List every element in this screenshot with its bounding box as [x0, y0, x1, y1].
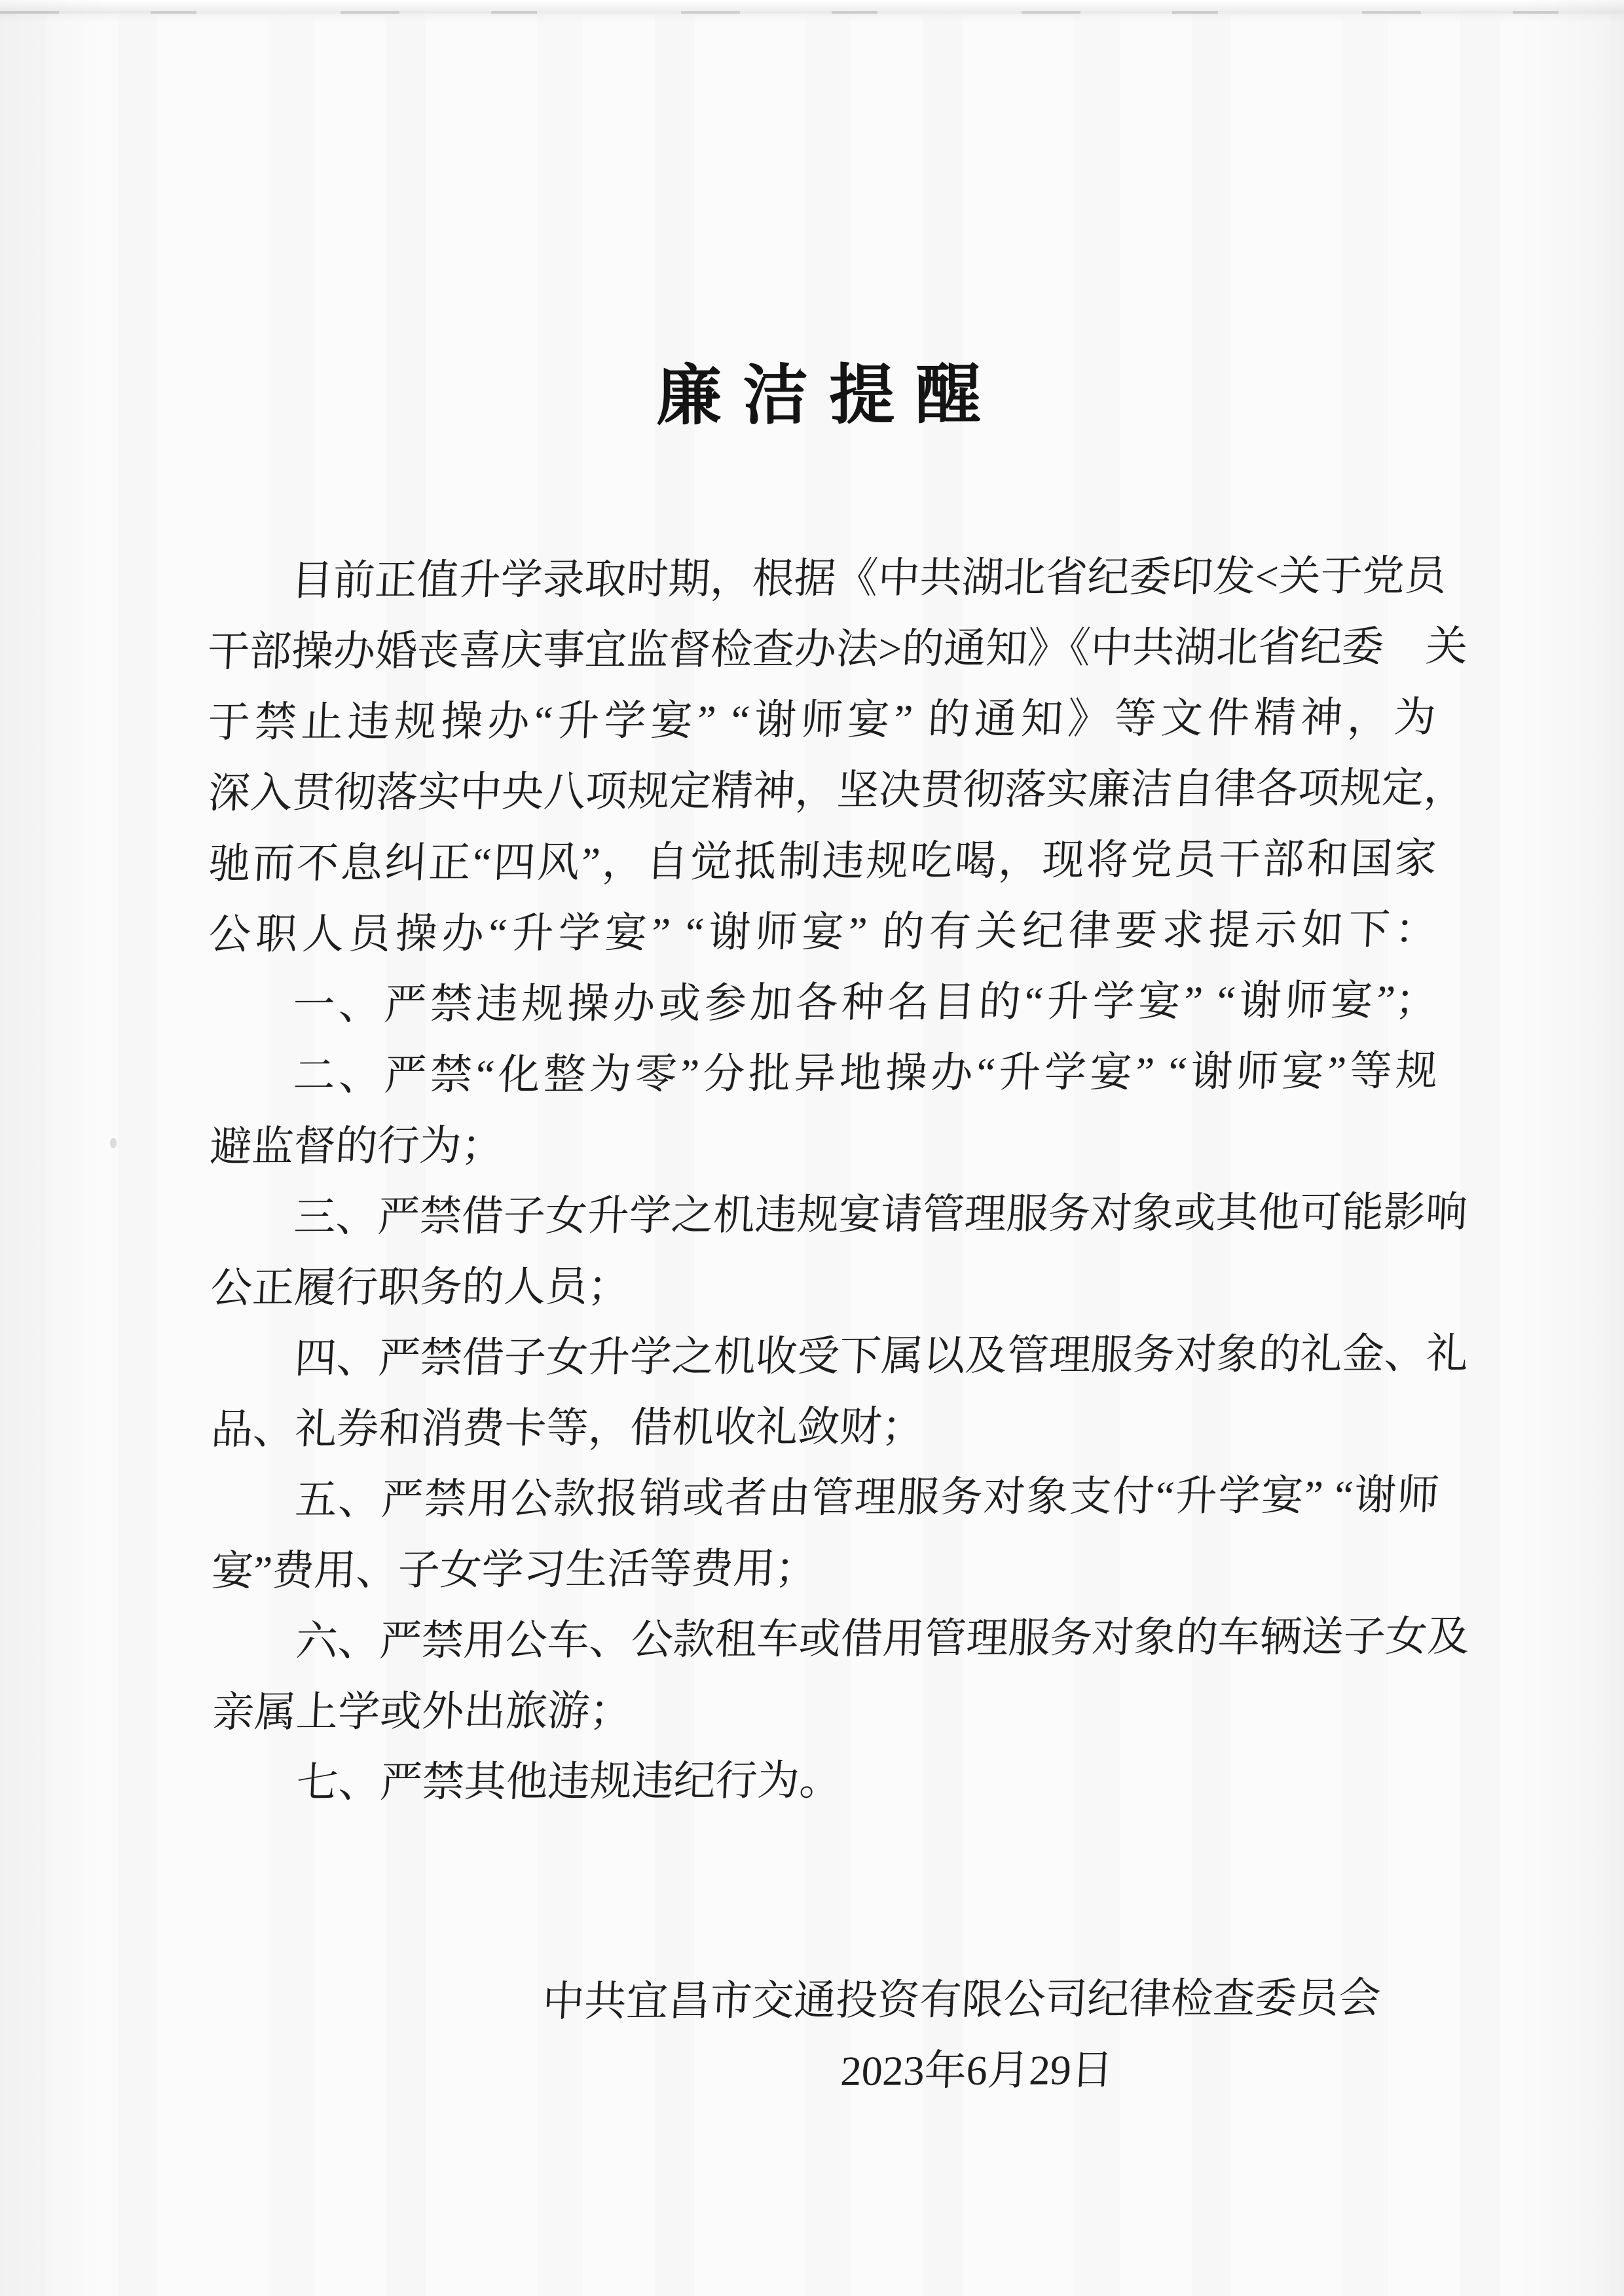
scan-edge-artifact-right	[1519, 0, 1624, 2296]
body-line: 目前正值升学录取时期，根据《中共湖北省纪委印发<关于党员	[290, 552, 1448, 604]
document-content	[203, 0, 1471, 2109]
scan-edge-artifact-left	[0, 0, 111, 2296]
scan-speck	[110, 1138, 117, 1148]
body-line: 六、严禁用公车、公款租车或借用管理服务对象的车辆送子女及	[295, 1613, 1471, 1665]
body-line: 驰而不息纠正“四风”，自觉抵制违规吃喝，现将党员干部和国家	[207, 835, 1438, 888]
body-line: 避监督的行为；	[208, 1122, 505, 1171]
body-line: 七、严禁其他违规违纪行为。	[295, 1757, 843, 1806]
body-line: 干部操办婚丧喜庆事宜监督检查办法>的通知》《中共湖北省纪委 关	[206, 623, 1469, 676]
body-line: 二、严禁“化整为零”分批异地操办“升学宴” “谢师宴”等规	[292, 1047, 1439, 1099]
body-line: 一、严禁违规操办或参加各种名目的“升学宴” “谢师宴”；	[291, 976, 1439, 1029]
body-line: 深入贯彻落实中央八项规定精神，坚决贯彻落实廉洁自律各项规定，	[207, 764, 1467, 817]
signature-org: 中共宜昌市交通投资有限公司纪律检查委员会	[541, 1975, 1382, 2025]
body-line: 四、严禁借子女升学之机收受下属以及管理服务对象的礼金、礼	[293, 1330, 1469, 1382]
body-line: 公职人员操办“升学宴” “谢师宴” 的有关纪律要求提示如下：	[208, 905, 1438, 958]
document-title: 廉洁提醒	[655, 358, 1003, 433]
body-line: 品、礼券和消费卡等，借机收礼敛财；	[210, 1403, 925, 1453]
body-line: 三、严禁借子女升学之机违规宴请管理服务对象或其他可能影响	[293, 1188, 1469, 1241]
document-body	[206, 541, 1471, 1819]
signature-date: 2023年6月29日	[840, 2047, 1115, 2094]
body-line: 于禁止违规操办“升学宴” “谢师宴” 的通知》等文件精神，为	[206, 693, 1437, 746]
body-line: 亲属上学或外出旅游；	[211, 1687, 633, 1736]
body-line: 五、严禁用公款报销或者由管理服务对象支付“升学宴” “谢师	[294, 1471, 1441, 1523]
body-line: 公正履行职务的人员；	[209, 1263, 631, 1312]
body-line: 宴”费用、子女学习生活等费用；	[210, 1545, 819, 1595]
